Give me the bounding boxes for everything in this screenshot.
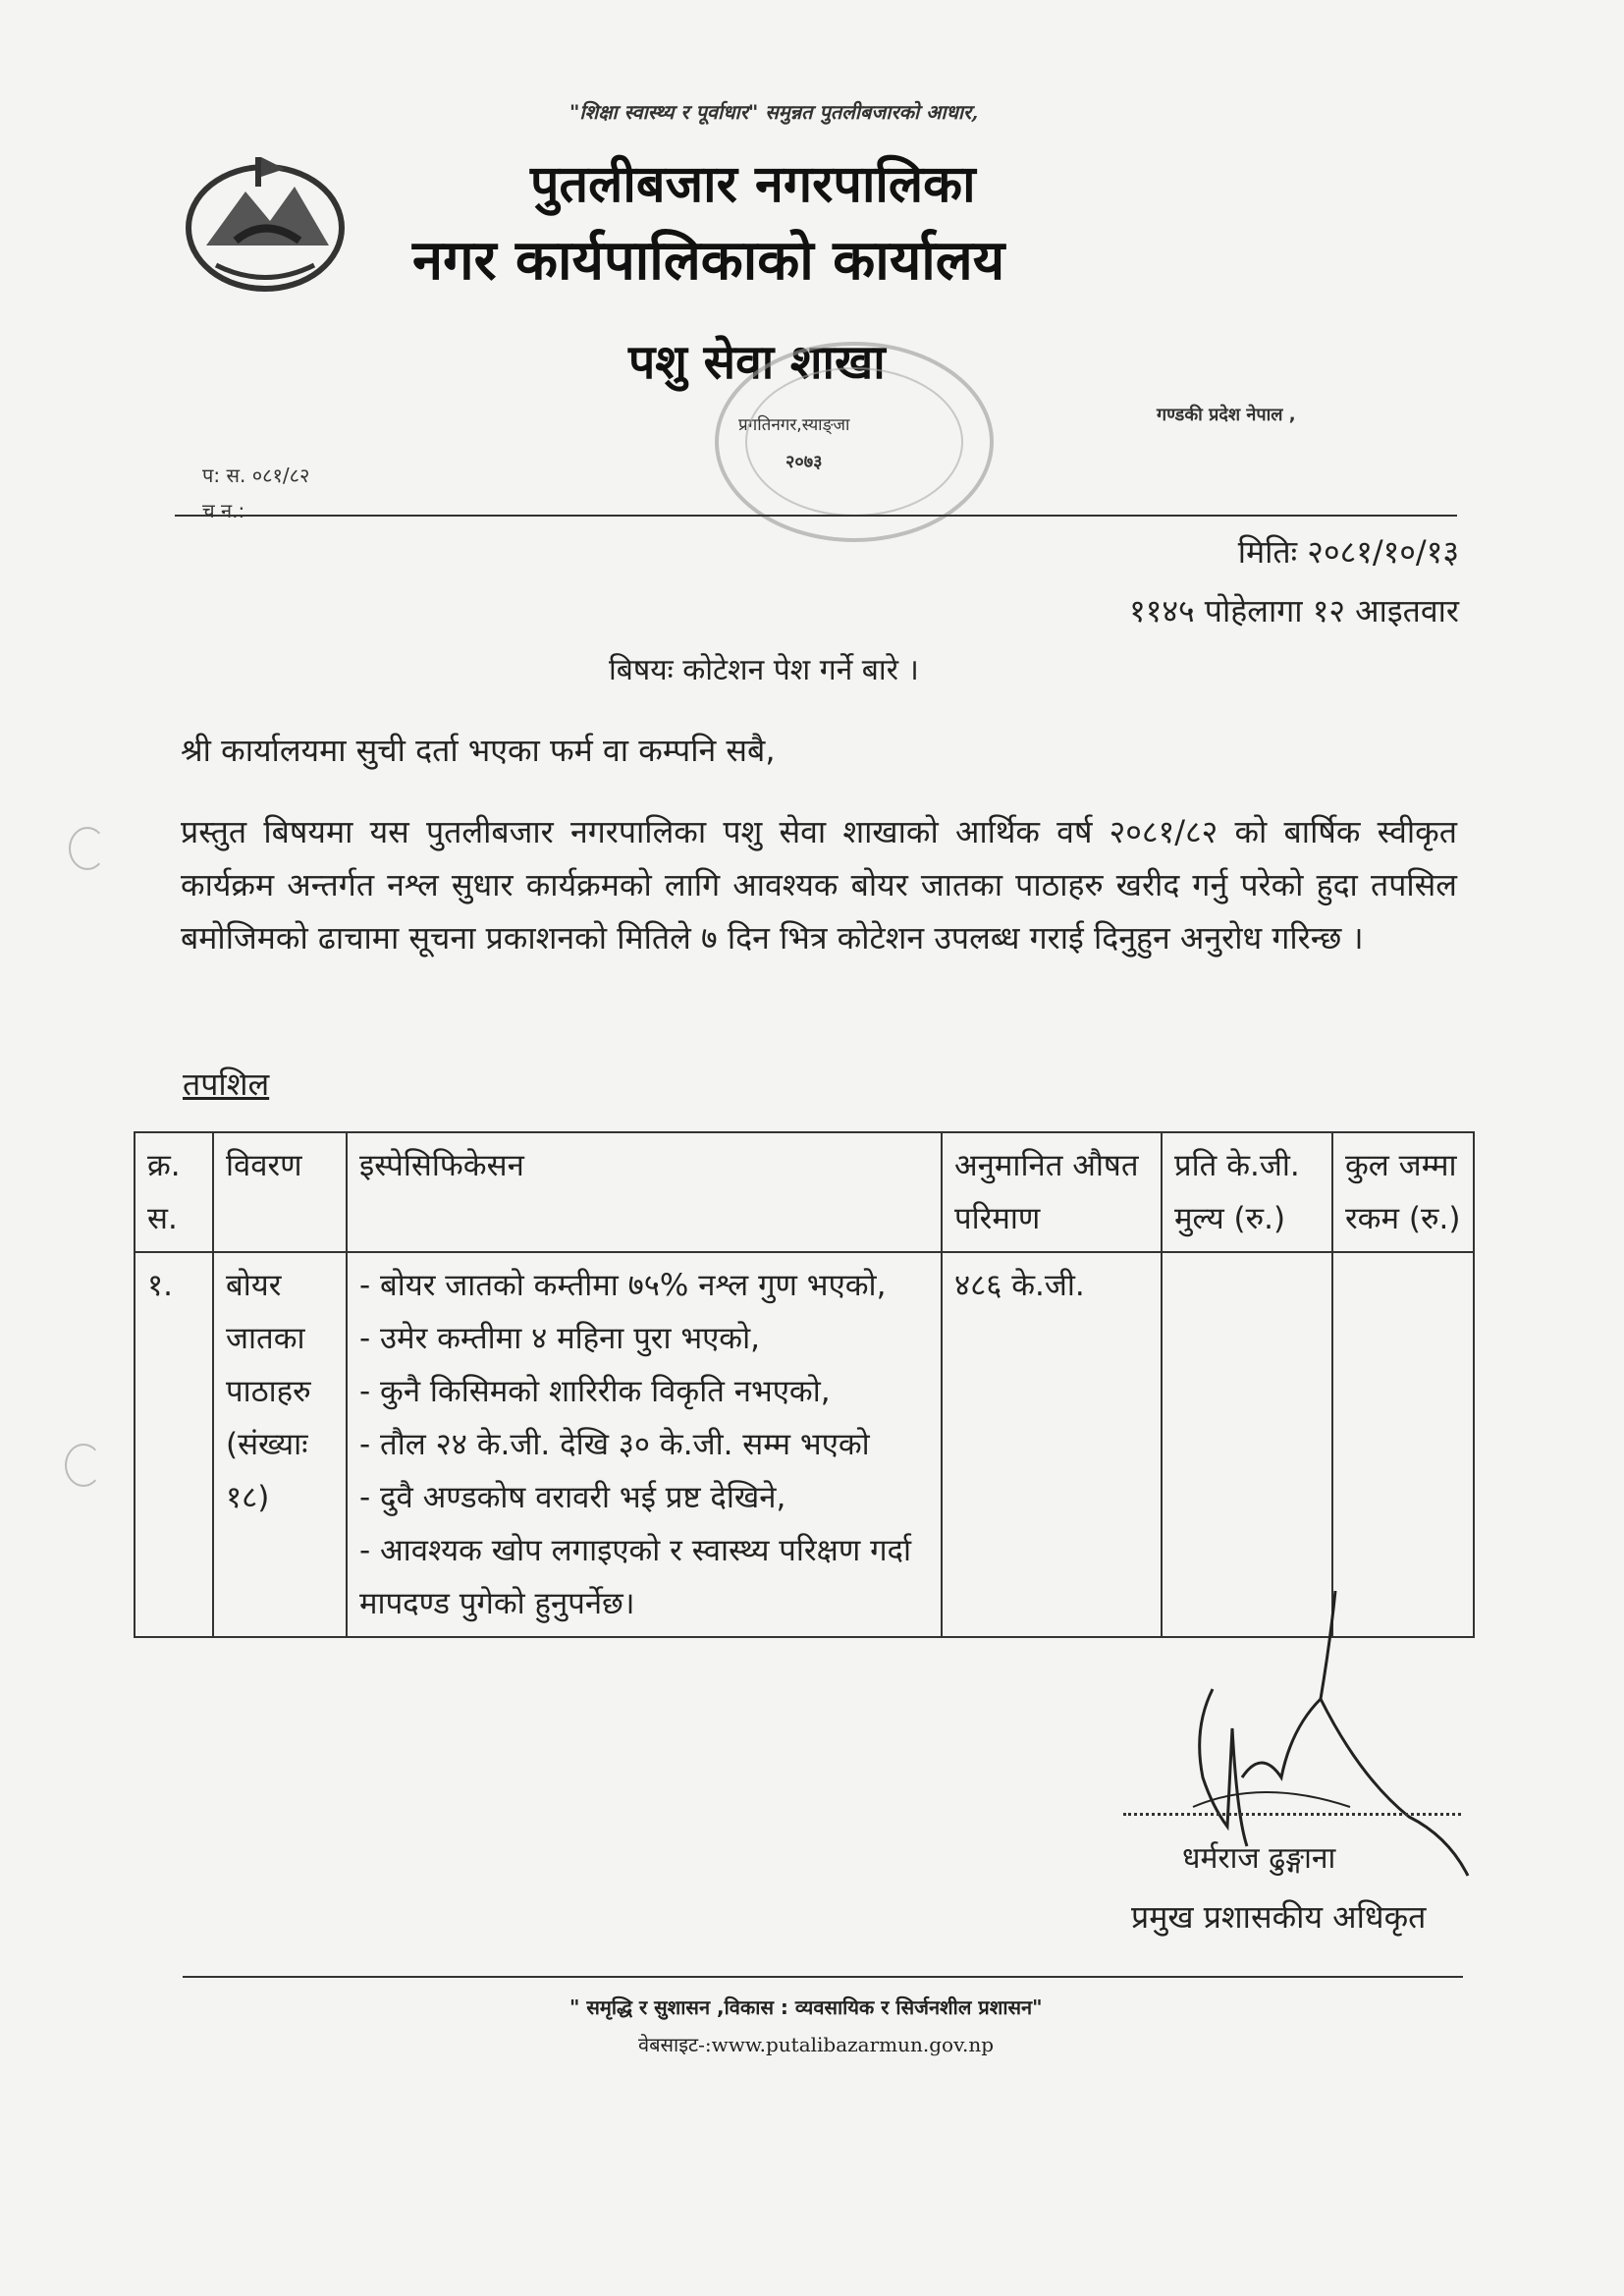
header-motto: "शिक्षा स्वास्थ्य र पूर्वाधार" समुन्नत पुतलीबजारको आधार, bbox=[569, 100, 979, 124]
reference-number: प: स. ०८१/८२ bbox=[202, 464, 310, 487]
province-label: गण्डकी प्रदेश नेपाल , bbox=[1157, 405, 1296, 425]
office-address: प्रगतिनगर,स्याङ्जा bbox=[738, 415, 850, 435]
col-header-total: कुल जम्मा रकम (रु.) bbox=[1332, 1132, 1474, 1252]
header-divider bbox=[175, 515, 1457, 517]
row-specs bbox=[347, 1252, 942, 1637]
office-stamp-icon bbox=[707, 334, 1001, 550]
col-header-description: विवरण bbox=[213, 1132, 347, 1252]
col-header-rate: प्रति के.जी. मुल्य (रु.) bbox=[1162, 1132, 1332, 1252]
office-name: नगर कार्यपालिकाको कार्यालय bbox=[412, 229, 1005, 293]
punch-hole-icon bbox=[69, 827, 106, 870]
spec-line: - कुनै किसिमको शारिरीक विकृति नभएको, bbox=[359, 1374, 831, 1409]
established-year: २०७३ bbox=[785, 452, 823, 472]
website-link[interactable]: www.putalibazarmun.gov.np bbox=[711, 2033, 995, 2056]
spec-line: - तौल २४ के.जी. देखि ३० के.जी. सम्म भएको bbox=[359, 1427, 870, 1462]
letter-subject: बिषयः कोटेशन पेश गर्ने बारे । bbox=[609, 653, 919, 687]
signature-line bbox=[1123, 1813, 1461, 1816]
specification-table bbox=[134, 1131, 1475, 1638]
spec-line: - आवश्यक खोप लगाइएको र स्वास्थ्य परिक्षण गर्दा मापदण्ड पुगेको हुनुपर्नेछ। bbox=[359, 1533, 912, 1621]
row-rate bbox=[1162, 1252, 1332, 1637]
footer-divider bbox=[183, 1976, 1463, 1978]
col-header-quantity: अनुमानित औषत परिमाण bbox=[942, 1132, 1162, 1252]
row-sn: १. bbox=[135, 1252, 213, 1637]
spec-line: - उमेर कम्तीमा ४ महिना पुरा भएको, bbox=[359, 1321, 760, 1356]
section-name: पशु सेवा शाखा bbox=[628, 335, 886, 390]
nepal-emblem-icon bbox=[177, 147, 353, 295]
row-quantity: ४८६ के.जी. bbox=[942, 1252, 1162, 1637]
letter-date: मितिः २०८१/१०/१३ bbox=[1237, 533, 1459, 571]
municipality-name: पुतलीबजार नगरपालिका bbox=[530, 155, 976, 214]
col-header-sn: क्र. स. bbox=[135, 1132, 213, 1252]
website-label: वेबसाइट-: bbox=[638, 2033, 712, 2056]
col-header-specification: इस्पेसिफिकेसन bbox=[347, 1132, 942, 1252]
row-total bbox=[1332, 1252, 1474, 1637]
signatory-name: धर्मराज ढुङ्गाना bbox=[1182, 1841, 1336, 1876]
punch-hole-icon bbox=[65, 1444, 102, 1487]
table-header-row bbox=[135, 1132, 1474, 1252]
details-heading: तपशिल bbox=[183, 1066, 270, 1103]
spec-line: - बोयर जातको कम्तीमा ७५% नश्ल गुण भएको, bbox=[359, 1268, 887, 1303]
footer-website bbox=[638, 2031, 994, 2057]
letter-salutation: श्री कार्यालयमा सुची दर्ता भएका फर्म वा कम्पनि सबै, bbox=[181, 732, 776, 769]
row-item: बोयर जातका पाठाहरु (संख्याः १८) bbox=[213, 1252, 347, 1637]
footer-motto: " समृद्धि र सुशासन ,विकास : व्यवसायिक र सिर्जनशील प्रशासन" bbox=[569, 1995, 1043, 2019]
signatory-title: प्रमुख प्रशासकीय अधिकृत bbox=[1131, 1898, 1427, 1936]
dispatch-number: च न.: bbox=[202, 499, 245, 522]
table-row bbox=[135, 1252, 1474, 1637]
letter-body: प्रस्तुत बिषयमा यस पुतलीबजार नगरपालिका पशु सेवा शाखाको आर्थिक वर्ष २०८१/८२ को बार्षिक स्वीकृत कार्यक्रम अन्तर्गत नश्ल सुधार कार्यक्रमको लागि आवश्यक बोयर जातका पाठाहरु खरीद गर्नु परेको हुदा तपसिल बमोजिमको ढाचामा सूचना प्रकाशनको मितिले ७ दिन भित्र कोटेशन उपलब्ध गराई दिनुहुन अनुरोध गरिन्छ । bbox=[181, 813, 1457, 957]
spec-line: - दुवै अण्डकोष वरावरी भई प्रष्ट देखिने, bbox=[359, 1480, 786, 1515]
nepal-sambat-date: ११४५ पोहेलागा १२ आइतवार bbox=[1129, 592, 1459, 629]
